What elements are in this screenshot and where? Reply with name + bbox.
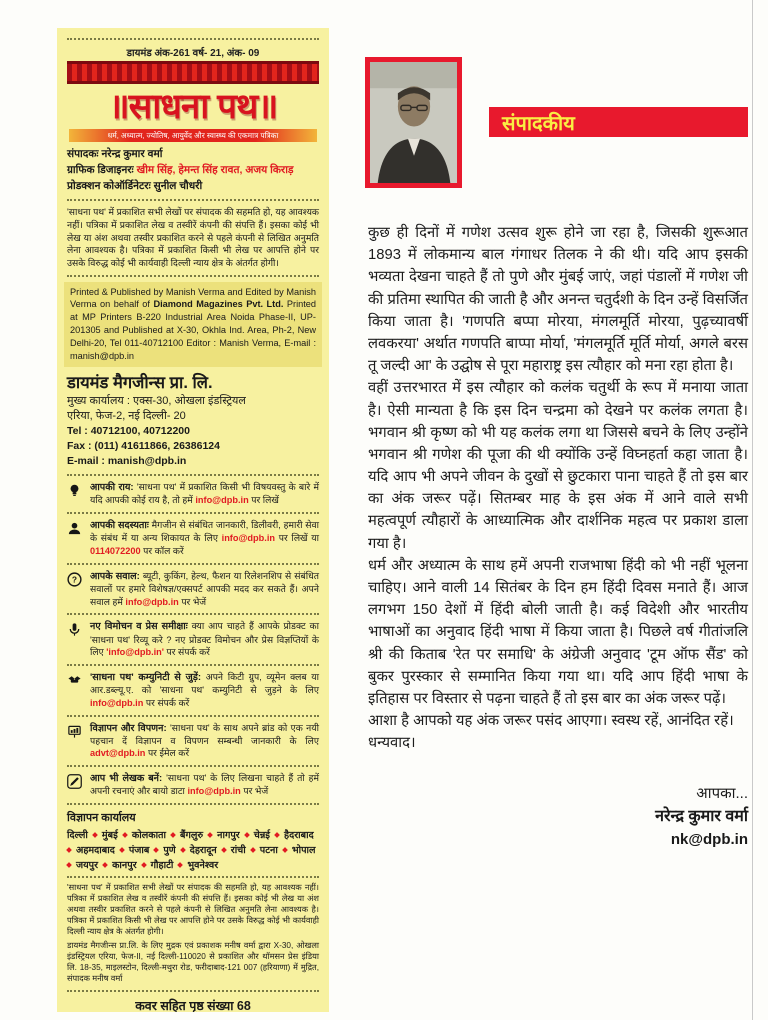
city-bullet [66, 847, 72, 853]
imprint-company: Diamond Magazines Pvt. Ltd. [153, 299, 284, 310]
sidebar-section-press-review [67, 620, 319, 659]
company-block [67, 370, 319, 469]
sidebar-section-community [67, 671, 319, 710]
city-bullet [180, 847, 186, 853]
editorial-paragraph: वहीं उत्तरभारत में इस त्यौहार को कलंक चतुर्थी के रूप में मनाया जाता है। ऐसी मान्यता है कि इस दिन चन्द्रमा को देखने पर कलंक लगता है। भगवान श्री कृष्ण को भी यह कलंक लगा था जिससे बचने के लिए उन्होंने भगवान श्री गणेश की पूजा की थी क्योंकि उन्हें विघ्नहर्ता कहा जाता है। यदि आप भी अपने जीवन के दुखों से छुटकारा पाना चाहते हैं तो इस बार का अंक जरूर पढ़ें। सितम्बर माह के इस अंक में आने वाले सभी महत्वपूर्ण त्यौहारों के आध्यात्मिक और दार्शनिक महत्व पर प्रकाश डाला गया है। [368, 380, 748, 552]
section-body: पर संपर्क करें [163, 647, 210, 658]
office-city: चेन्नई [253, 830, 271, 842]
email-link[interactable]: info@dpb.in [221, 533, 275, 544]
city-bullet [244, 832, 250, 838]
ad-offices-cities [67, 828, 319, 871]
credit-value: सुनील चौधरी [153, 179, 203, 192]
credit-value: नरेन्द्र कुमार वर्मा [101, 147, 163, 160]
section-title: नए विमोचन व प्रेस समीक्षाः [90, 621, 188, 633]
divider [67, 613, 319, 615]
sidebar-section-subscription [67, 519, 319, 558]
credit-row [67, 147, 319, 162]
svg-text:?: ? [71, 574, 78, 585]
city-bullet [250, 847, 256, 853]
credit-label: प्रोडक्शन कोऑर्डिनेटरः [67, 179, 151, 192]
section-body: अपने किटी ग्रुप, व्यूमेन क्लब या आर.डब्ल्यू.ए. को 'साधना पथ' कम्युनिटी से जुड़ने के लिए [90, 671, 319, 696]
section-body: पर ईमेल करें [145, 748, 190, 759]
sidebar-section-opinion [67, 481, 319, 507]
printer-imprint: डायमंड मैगजीन्स प्रा.लि. के लिए मुद्रक एवं प्रकाशक मनीष वर्मा द्वारा X-30, ओखला इंडस्ट्रियल एरिया, फेज-II, नई दिल्ली-110020 से प्रकाशित और थॉमसन प्रेस इंडिया लि. 18-35, माइलस्टोन, दिल्ली-मथुरा रोड, फरीदाबाद-121 007 (हरियाणा) में मुद्रित, संपादक मनीष वर्मा [67, 941, 319, 983]
sidebar-section-advertising [67, 722, 319, 761]
editorial-body [368, 222, 748, 852]
section-body: क्या आप चाहते हैं आपके प्रोडक्ट का 'साधना पथ' रिव्यू करे ? नए प्रोडक्ट विमोचन और प्रेस विज्ञप्तियों के लिए [90, 621, 319, 658]
divider [67, 563, 319, 565]
city-bullet [92, 832, 98, 838]
microphone-icon [67, 620, 84, 659]
office-city: देहरादून [189, 845, 217, 857]
company-name: डायमंड मैगजीन्स प्रा. लि. [67, 373, 213, 392]
divider [67, 474, 319, 476]
sidebar-section-questions [67, 570, 319, 609]
city-bullet [102, 862, 108, 868]
editorial-paragraph: कुछ ही दिनों में गणेश उत्सव शुरू होने जा रहा है, जिसकी शुरूआत 1893 में लोकमान्य बाल गंगाधर तिलक ने की थी। यदि आप इसकी भव्यता देखना चाहते हैं तो पुणे और मुंबई जाएं, जहां पंडालों में गणेश जी की प्रतिमा स्थापित की जाती है और अनन्त चतुर्दशी के दिन उन्हें विसर्जित किया जाता है। 'गणपति बप्पा मोरया, मंगलमूर्ति मोरया, पुढ़च्यावर्षी लवकरया' अर्थात गणपति बाप्पा मोर्या, 'मंगलमूर्ति मूर्ति मोर्या, अगले बरस तू जल्दी आ' के उद्घोष से पूरा महाराष्ट्र इस त्यौहार को मना रहा होता है। [368, 225, 748, 375]
office-city: पुणे [163, 845, 176, 857]
section-body: 'साधना पथ' के लिए लिखना चाहते हैं तो हमें अपनी रचनाएं और बायो डाटा [90, 773, 319, 797]
section-body: पर कॉल करें [140, 546, 184, 557]
section-body: 'साधना पथ' के साथ अपने ब्रांड को एक नयी पहचान दें विज्ञापन व विपणन सम्बन्धी जानकारी के लिए [90, 722, 319, 746]
section-title: आपके सवाल: [90, 570, 140, 582]
divider [67, 803, 319, 805]
editorial-banner-label: संपादकीय [502, 112, 575, 135]
adboard-icon [67, 722, 84, 761]
divider [67, 38, 319, 40]
divider [67, 876, 319, 878]
email-link[interactable]: info@dpb.in [195, 495, 249, 506]
divider [67, 990, 319, 992]
subscriber-icon [67, 519, 84, 558]
editorial-paragraph: धर्म और अध्यात्म के साथ हमें अपनी राजभाषा हिंदी को भी नहीं भूलना चाहिए। आने वाली 14 सितंबर के दिन हम हिंदी दिवस मनाते हैं। आज लगभग 150 देशों में हिंदी बोली जाती है। कई विदेशी और भारतीय भाषाओं का अनुवाद हिंदी भाषा में किया जाता है। पिछले वर्ष गीतांजलि श्री की किताब 'रेत पर समाधि' के अंग्रेजी अनुवाद 'टूम ऑफ सैंड' को बुकर पुरस्कार से सम्मानित किया गया था। यदि आप हिंदी भाषा के इतिहास पर विस्तार से पढ़ना चाहते हैं तो इस बार का अंक जरूर पढ़ें। [368, 557, 748, 707]
city-bullet [122, 832, 128, 838]
credits-block [67, 147, 319, 195]
office-city: पटना [259, 845, 278, 857]
editor-photo [365, 57, 462, 188]
decorative-band [67, 61, 319, 84]
signoff-salutation: आपका... [696, 784, 748, 802]
company-address: मुख्य कार्यालय : एक्स-30, ओखला इंडस्ट्रियल [67, 394, 246, 407]
editorial-signoff [368, 783, 748, 852]
section-text [90, 772, 319, 798]
editor-portrait-illustration [370, 62, 457, 183]
section-text [90, 570, 319, 609]
issue-line: डायमंड अंक-261 वर्ष- 21, अंक- 09 [126, 48, 260, 59]
section-body: पर संपर्क करें [143, 697, 190, 708]
section-text [90, 620, 319, 659]
office-city: पंजाब [128, 845, 150, 857]
editorial-thanks: धन्यवाद। [368, 735, 416, 752]
office-city: नागपुर [217, 830, 240, 842]
office-city: दिल्ली [67, 830, 88, 842]
company-address: एरिया, फेज-2, नई दिल्ली- 20 [67, 409, 186, 422]
ad-offices-block [67, 810, 319, 871]
company-email[interactable]: E-mail : manish@dpb.in [67, 454, 187, 467]
imprint-text: Printed at MP Printers B-220 Industrial Area Noida Phase-II, UP-201305 and Published at X-30, Okhla Ind. Area, Ph-2, New Delhi-20, Tel 011-40712100 Editor : Manish Verma, E-mail : manish@dpb.in [70, 299, 316, 361]
company-tel: Tel : 40712100, 40712200 [67, 424, 190, 437]
credit-label: ग्राफिक डिजाइनरः [67, 163, 134, 176]
office-city: कोलकाता [131, 830, 167, 842]
credit-row [67, 163, 319, 178]
section-body: पर लिखें या [275, 533, 319, 544]
masthead-subtitle: धर्म, अध्यात्म, ज्योतिष, आयुर्वेद और स्वास्थ्य की एकमात्र पत्रिका [69, 129, 317, 142]
office-city: जयपुर [76, 860, 99, 872]
section-title: आपकी सदस्यताः [90, 520, 149, 532]
scan-edge-line [752, 0, 753, 1020]
section-title: आप भी लेखक बनें: [90, 773, 163, 785]
city-bullet [207, 832, 213, 838]
office-city: बैंगलुरु [180, 830, 204, 842]
sidebar-section-writer [67, 772, 319, 798]
editorial-banner [489, 107, 748, 137]
credit-label: संपादकः [67, 147, 99, 160]
office-city: कानपुर [112, 860, 137, 872]
credit-value: खीम सिंह, हेमन्त सिंह रावत, अजय किराड़ [136, 163, 294, 176]
section-body: ब्यूटी, कुकिंग, हेल्थ, फैशन या रिलेशनशिप से संबंधित सवालों पर हमारे विशेषज्ञ/एक्सपर्ट आपकी मदद कर सकते हैं। अपने सवाल हमें [90, 570, 320, 607]
signoff-name: नरेन्द्र कुमार वर्मा [655, 808, 748, 825]
fineprint-disclaimer: 'साधना पथ' में प्रकाशित सभी लेखों पर संपादक की सहमति हो, यह आवश्यक नहीं। पत्रिका में प्रकाशित लेख व तस्वीरें कंपनी की संपत्ति हैं। इसका कोई भी लेख या अंश अथवा तस्वीर प्रकाशित करने से पहले कंपनी से लिखित अनुमति लेना आवश्यक है। पत्रिका में प्रकाशित किसी भी लेख पर आपत्ति होने पर उसके विरुद्ध कोई भी कार्यवाही दिल्ली न्याय क्षेत्र के अंतर्गत होगी। [67, 883, 319, 937]
handshake-icon [67, 671, 84, 710]
section-body: पर लिखें [248, 495, 279, 506]
disclaimer-text: 'साधना पथ' में प्रकाशित सभी लेखों पर संपादक की सहमति हो, यह आवश्यक नहीं। पत्रिका में प्रकाशित लेख व तस्वीरें कंपनी की संपत्ति हैं। इसका कोई भी लेख या अंश अथवा तस्वीर प्रकाशित करने से पहले कंपनी से लिखित अनुमति लेना आवश्यक है। पत्रिका में प्रकाशित किसी भी लेख पर आपत्ति होने पर उसके विरुद्ध कोई भी कार्यवाही दिल्ली न्याय क्षेत्र के अंतर्गत होगी। [67, 207, 319, 268]
credit-row [67, 179, 319, 194]
office-city: भुवनेश्वर [187, 860, 219, 872]
city-bullet [119, 847, 125, 853]
office-city: हैदराबाद [284, 830, 314, 842]
editorial-paragraph: आशा है आपको यह अंक जरूर पसंद आएगा। स्वस्थ रहें, आनंदित रहें। [368, 713, 734, 730]
section-body: पर भेजें [240, 786, 269, 797]
divider [67, 765, 319, 767]
phone-link[interactable]: 0114072200 [90, 546, 141, 557]
office-city: गौहाटी [150, 860, 174, 872]
divider [67, 715, 319, 717]
page-count-line: कवर सहित पृष्ठ संख्या 68 [135, 998, 251, 1012]
city-bullet [274, 832, 280, 838]
section-text [90, 722, 319, 761]
bulb-icon [67, 481, 84, 507]
section-text [90, 519, 319, 558]
divider [67, 275, 319, 277]
email-link[interactable]: info@dpb.in [125, 596, 179, 607]
section-title: 'साधना पथ' कम्युनिटी से जुड़ें: [90, 671, 202, 683]
office-city: अहमदाबाद [76, 845, 115, 857]
section-text [90, 481, 319, 507]
email-link[interactable]: info@dpb.in [90, 697, 144, 708]
section-text [90, 671, 319, 710]
email-link[interactable]: info@dpb.in [187, 786, 241, 797]
office-city: भोपाल [291, 845, 316, 857]
city-bullet [154, 847, 160, 853]
divider [67, 512, 319, 514]
city-bullet [170, 832, 176, 838]
signoff-email[interactable]: nk@dpb.in [670, 831, 748, 848]
divider [67, 199, 319, 201]
imprint-text: Printed & Published by Manish Verma and Edited by Manish Verma on behalf of [70, 286, 316, 310]
email-link[interactable]: 'info@dpb.in' [106, 647, 164, 658]
city-bullet [178, 862, 184, 868]
city-bullet [66, 862, 72, 868]
city-bullet [282, 847, 288, 853]
section-title: आपकी राय: [90, 482, 134, 494]
company-fax: Fax : (011) 41611866, 26386124 [67, 439, 220, 452]
question-icon [67, 570, 84, 609]
office-city: मुंबई [101, 830, 118, 842]
office-city: रांची [230, 845, 246, 857]
divider [67, 664, 319, 666]
section-body: मैगजीन से संबंधित जानकारी, डिलीवरी, हमारी सेवा के संबंध में या अन्य शिकायत के लिए [90, 520, 319, 544]
section-body: पर भेजें [178, 596, 207, 607]
email-link[interactable]: advt@dpb.in [90, 748, 146, 759]
section-body: 'साधना पथ' में प्रकाशित किसी भी विषयवस्तु के बारे में यदि आपकी कोई राय है, तो हमें [90, 482, 319, 506]
masthead-title: ॥साधना पथ॥ [108, 87, 278, 126]
imprint-english [64, 282, 322, 367]
section-title: विज्ञापन और विपणन: [90, 722, 167, 734]
pencil-icon [67, 772, 84, 798]
ad-offices-title: विज्ञापन कार्यालय [67, 812, 136, 825]
magazine-info-sidebar [57, 28, 329, 1012]
city-bullet [141, 862, 147, 868]
city-bullet [221, 847, 227, 853]
